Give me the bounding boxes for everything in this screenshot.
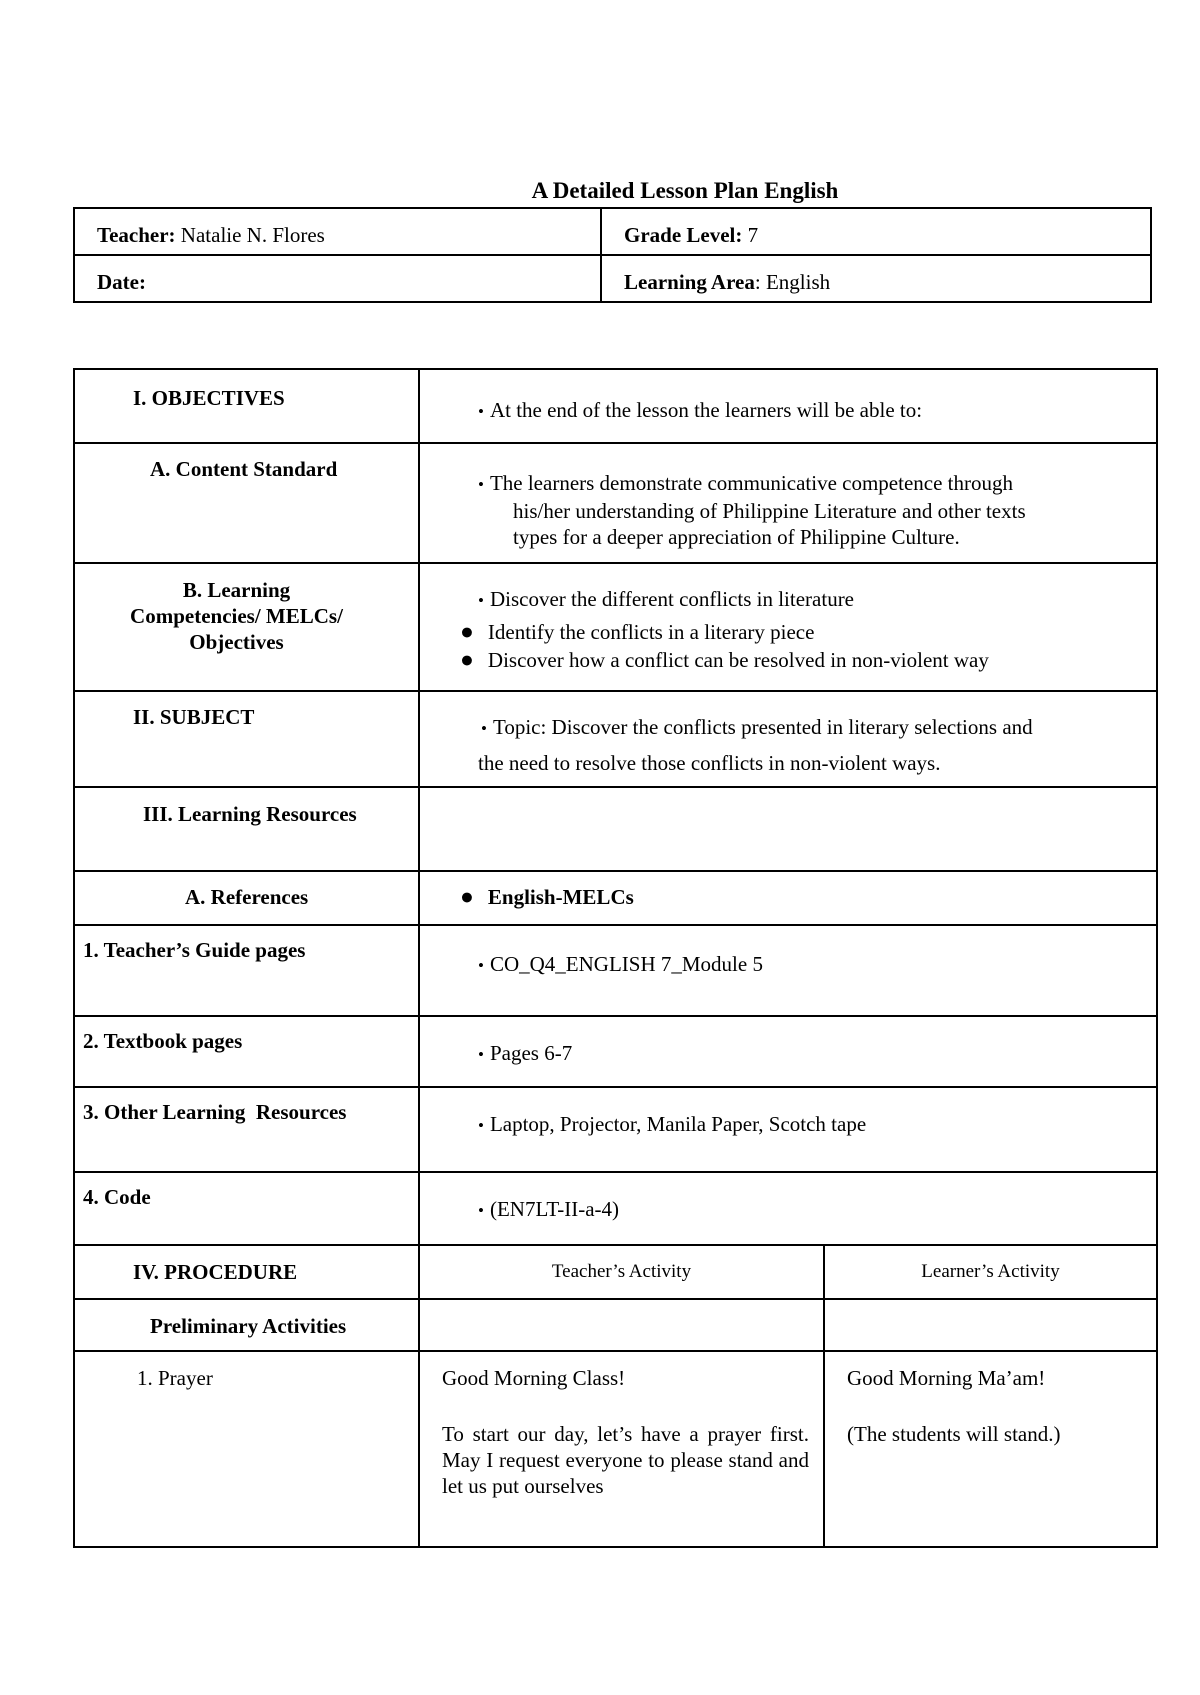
- teachers-guide-label: 1. Teacher’s Guide pages: [83, 938, 306, 962]
- code-label: 4. Code: [83, 1185, 151, 1209]
- procedure-label-cell: [74, 1245, 419, 1299]
- learning-area-value: : English: [754, 270, 831, 294]
- learning-resources-label: III. Learning Resources: [143, 802, 357, 826]
- code-value: (EN7LT-II-a-4): [489, 1197, 620, 1221]
- subject-line-2: the need to resolve those conflicts in non-violent ways.: [478, 751, 941, 775]
- prayer-learner-greeting: Good Morning Ma’am!: [847, 1366, 1046, 1390]
- competencies-item-3: ● Discover how a conflict can be resolved in non-violent way: [460, 647, 989, 672]
- textbook-value: Pages 6-7: [489, 1041, 573, 1065]
- subject-line-1: • Topic: Discover the conflicts presented in literary selections and: [481, 715, 1033, 739]
- content-standard-text: [420, 444, 1156, 550]
- bullet-icon: •: [478, 591, 484, 610]
- other-resources-value-line: [420, 1088, 1156, 1139]
- competencies-row: [74, 563, 1157, 691]
- prayer-teacher-cell: [419, 1351, 824, 1547]
- procedure-header-row: [74, 1245, 1157, 1299]
- references-value-cell: [419, 871, 1157, 925]
- textbook-label-cell: [74, 1016, 419, 1087]
- other-resources-value-cell: [419, 1087, 1157, 1172]
- grade-level-value: 7: [747, 223, 759, 247]
- teacher-cell: [74, 208, 601, 255]
- textbook-value-cell: [419, 1016, 1157, 1087]
- objectives-value-cell: [419, 369, 1157, 443]
- bullet-icon: ●: [460, 647, 474, 672]
- grade-level-label: Grade Level:: [624, 223, 743, 247]
- header-row-1: [74, 208, 1151, 255]
- teacher-activity-header-cell: [419, 1245, 824, 1299]
- content-standard-line-3: types for a deeper appreciation of Philippine Culture.: [513, 525, 960, 549]
- competencies-label-cell: [74, 563, 419, 691]
- references-label: A. References: [185, 885, 309, 909]
- prayer-label-cell: [74, 1351, 419, 1547]
- learning-resources-row: [74, 787, 1157, 871]
- prayer-teacher-greeting: Good Morning Class!: [442, 1366, 626, 1390]
- teachers-guide-value-line: [420, 926, 1156, 979]
- bullet-icon: •: [478, 956, 484, 975]
- preliminary-label: Preliminary Activities: [150, 1314, 347, 1338]
- bullet-icon: ●: [460, 884, 474, 909]
- prayer-learner-action: (The students will stand.): [847, 1422, 1061, 1446]
- content-standard-value-cell: [419, 443, 1157, 563]
- bullet-icon: •: [481, 719, 487, 738]
- bullet-icon: ●: [460, 619, 474, 644]
- content-standard-line-1: • The learners demonstrate communicative competence through: [478, 471, 1013, 495]
- teacher-label: Teacher:: [97, 223, 176, 247]
- learning-area-label: Learning Area: [624, 270, 755, 294]
- prayer-teacher-instruction: To start our day, let’s have a prayer first. May I request everyone to please stand and let us put ourselves: [442, 1422, 809, 1498]
- learner-activity-header: Learner’s Activity: [921, 1261, 1060, 1282]
- subject-label-cell: [74, 691, 419, 787]
- header-table: [73, 207, 1152, 303]
- references-value-line: [420, 872, 1156, 910]
- content-standard-label: A. Content Standard: [150, 457, 338, 481]
- preliminary-learner-cell: [824, 1299, 1157, 1351]
- references-label-cell: [74, 871, 419, 925]
- code-value-line: [420, 1173, 1156, 1224]
- learning-area-cell: [601, 255, 1151, 302]
- textbook-label: 2. Textbook pages: [83, 1029, 243, 1053]
- bullet-icon: •: [478, 1116, 484, 1135]
- grade-level-cell: [601, 208, 1151, 255]
- teacher-activity-header: Teacher’s Activity: [551, 1261, 692, 1282]
- date-cell: [74, 255, 601, 302]
- other-resources-row: [74, 1087, 1157, 1172]
- prayer-row: [74, 1351, 1157, 1547]
- bullet-icon: •: [478, 402, 484, 421]
- code-row: [74, 1172, 1157, 1245]
- objectives-label: I. OBJECTIVES: [133, 386, 285, 410]
- code-value-cell: [419, 1172, 1157, 1245]
- learner-activity-header-cell: [824, 1245, 1157, 1299]
- teachers-guide-label-cell: [74, 925, 419, 1016]
- content-standard-row: [74, 443, 1157, 563]
- references-value: English-MELCs: [487, 885, 634, 909]
- teacher-value: Natalie N. Flores: [180, 223, 325, 247]
- objectives-row: [74, 369, 1157, 443]
- other-resources-value: Laptop, Projector, Manila Paper, Scotch tape: [489, 1112, 867, 1136]
- code-label-cell: [74, 1172, 419, 1245]
- teachers-guide-value-cell: [419, 925, 1157, 1016]
- teachers-guide-row: [74, 925, 1157, 1016]
- bullet-icon: •: [478, 1045, 484, 1064]
- other-resources-label: 3. Other Learning Resources: [83, 1100, 347, 1124]
- date-label: Date:: [97, 270, 146, 294]
- bullet-icon: •: [478, 1201, 484, 1220]
- preliminary-teacher-cell: [419, 1299, 824, 1351]
- bullet-icon: •: [478, 475, 484, 494]
- learning-resources-label-cell: [74, 787, 419, 871]
- page-title: A Detailed Lesson Plan English: [531, 178, 839, 203]
- preliminary-row: [74, 1299, 1157, 1351]
- competencies-item-2: ● Identify the conflicts in a literary piece: [460, 619, 815, 644]
- competencies-value-cell: [419, 563, 1157, 691]
- competencies-item-1: • Discover the different conflicts in literature: [478, 587, 855, 611]
- textbook-value-line: [420, 1017, 1156, 1068]
- lesson-plan-table: [73, 368, 1158, 1548]
- references-row: [74, 871, 1157, 925]
- procedure-label: IV. PROCEDURE: [133, 1260, 298, 1284]
- content-standard-line-2: his/her understanding of Philippine Literature and other texts: [513, 499, 1026, 523]
- header-row-2: [74, 255, 1151, 302]
- preliminary-label-cell: [74, 1299, 419, 1351]
- teachers-guide-value: CO_Q4_ENGLISH 7_Module 5: [489, 952, 763, 976]
- prayer-label: 1. Prayer: [137, 1366, 213, 1390]
- other-resources-label-cell: [74, 1087, 419, 1172]
- objectives-label-cell: [74, 369, 419, 443]
- textbook-row: [74, 1016, 1157, 1087]
- learning-resources-value-cell: [419, 787, 1157, 871]
- objectives-text-line: [420, 370, 1156, 425]
- content-standard-label-cell: [74, 443, 419, 563]
- subject-value-cell: [419, 691, 1157, 787]
- objectives-text: At the end of the lesson the learners will be able to:: [489, 398, 923, 422]
- competencies-label: B. Learning Competencies/ MELCs/ Objectives: [130, 578, 343, 654]
- subject-row: [74, 691, 1157, 787]
- prayer-learner-cell: [824, 1351, 1157, 1547]
- subject-label: II. SUBJECT: [133, 705, 255, 729]
